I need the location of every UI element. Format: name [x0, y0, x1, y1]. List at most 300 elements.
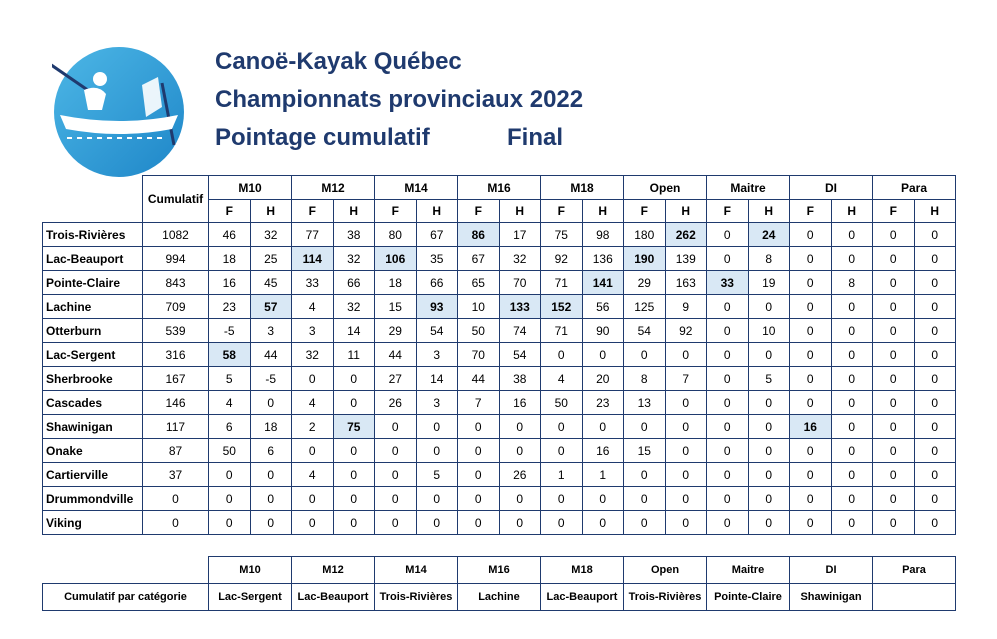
- score-cell: 0: [416, 415, 458, 439]
- club-total: 1082: [143, 223, 209, 247]
- category-winner: [873, 584, 956, 611]
- score-cell: 0: [914, 391, 956, 415]
- score-cell: 0: [873, 295, 915, 319]
- score-cell: 23: [582, 391, 624, 415]
- category-header: M14: [375, 176, 458, 200]
- score-cell: 0: [873, 391, 915, 415]
- summary-category-header: M16: [458, 557, 541, 584]
- score-cell: 0: [458, 463, 500, 487]
- score-cell: 139: [665, 247, 707, 271]
- score-cell: 0: [707, 295, 749, 319]
- score-cell: 71: [541, 271, 583, 295]
- score-cell: 75: [333, 415, 375, 439]
- category-header: Maitre: [707, 176, 790, 200]
- score-cell: 0: [209, 511, 251, 535]
- score-cell: 67: [416, 223, 458, 247]
- score-cell: 0: [790, 319, 832, 343]
- score-cell: 70: [499, 271, 541, 295]
- score-cell: 70: [458, 343, 500, 367]
- score-cell: 25: [250, 247, 292, 271]
- club-name: Lachine: [43, 295, 143, 319]
- score-cell: 0: [333, 487, 375, 511]
- score-cell: 0: [665, 511, 707, 535]
- score-cell: 0: [914, 247, 956, 271]
- score-cell: 0: [665, 439, 707, 463]
- score-cell: 75: [541, 223, 583, 247]
- summary-category-header: M10: [209, 557, 292, 584]
- club-total: 994: [143, 247, 209, 271]
- score-cell: 0: [790, 511, 832, 535]
- category-header: M16: [458, 176, 541, 200]
- score-cell: 0: [914, 415, 956, 439]
- score-cell: 0: [790, 487, 832, 511]
- score-cell: 125: [624, 295, 666, 319]
- score-cell: 0: [831, 295, 873, 319]
- score-cell: 10: [458, 295, 500, 319]
- score-cell: 0: [831, 247, 873, 271]
- score-cell: 27: [375, 367, 417, 391]
- score-cell: 17: [499, 223, 541, 247]
- score-cell: 133: [499, 295, 541, 319]
- gender-header: F: [873, 200, 915, 223]
- score-cell: 18: [250, 415, 292, 439]
- table-row: [43, 487, 956, 511]
- score-cell: 0: [209, 463, 251, 487]
- summary-category-header: DI: [790, 557, 873, 584]
- score-cell: 45: [250, 271, 292, 295]
- score-cell: 0: [624, 463, 666, 487]
- score-cell: 29: [624, 271, 666, 295]
- table-row: [43, 367, 956, 391]
- summary-category-header: Maitre: [707, 557, 790, 584]
- score-cell: 32: [499, 247, 541, 271]
- score-cell: 38: [333, 223, 375, 247]
- club-total: 167: [143, 367, 209, 391]
- score-cell: 0: [333, 439, 375, 463]
- score-cell: 136: [582, 247, 624, 271]
- score-cell: 32: [333, 247, 375, 271]
- score-cell: 16: [499, 391, 541, 415]
- score-cell: 9: [665, 295, 707, 319]
- score-cell: -5: [250, 367, 292, 391]
- score-cell: 0: [831, 415, 873, 439]
- score-cell: 92: [541, 247, 583, 271]
- score-cell: 44: [458, 367, 500, 391]
- score-cell: 0: [292, 511, 334, 535]
- score-cell: 0: [873, 487, 915, 511]
- score-cell: 93: [416, 295, 458, 319]
- score-cell: 0: [707, 319, 749, 343]
- category-winner: Pointe-Claire: [707, 584, 790, 611]
- score-cell: 0: [499, 511, 541, 535]
- score-cell: 26: [499, 463, 541, 487]
- score-cell: 0: [541, 439, 583, 463]
- score-cell: 0: [665, 391, 707, 415]
- score-cell: 90: [582, 319, 624, 343]
- event-title: Championnats provinciaux 2022: [215, 86, 584, 113]
- canoe-kayak-logo: [52, 45, 187, 180]
- summary-category-header: Open: [624, 557, 707, 584]
- score-cell: 32: [333, 295, 375, 319]
- score-cell: 0: [458, 511, 500, 535]
- score-cell: 0: [873, 271, 915, 295]
- score-cell: 0: [375, 511, 417, 535]
- score-cell: 10: [748, 319, 790, 343]
- score-cell: 0: [250, 487, 292, 511]
- score-cell: 0: [541, 487, 583, 511]
- score-cell: 66: [333, 271, 375, 295]
- score-cell: 0: [790, 271, 832, 295]
- score-cell: 0: [541, 511, 583, 535]
- club-total: 0: [143, 487, 209, 511]
- score-cell: 56: [582, 295, 624, 319]
- category-header: Para: [873, 176, 956, 200]
- score-cell: 0: [914, 295, 956, 319]
- club-name: Pointe-Claire: [43, 271, 143, 295]
- gender-header: F: [375, 200, 417, 223]
- score-cell: 0: [707, 367, 749, 391]
- gender-header: F: [209, 200, 251, 223]
- club-total: 146: [143, 391, 209, 415]
- score-cell: 8: [748, 247, 790, 271]
- score-cell: 57: [250, 295, 292, 319]
- category-header: M10: [209, 176, 292, 200]
- score-cell: 0: [873, 511, 915, 535]
- score-cell: 0: [333, 511, 375, 535]
- score-cell: 262: [665, 223, 707, 247]
- score-cell: 0: [831, 463, 873, 487]
- score-cell: 7: [665, 367, 707, 391]
- score-cell: 0: [790, 343, 832, 367]
- score-cell: 13: [624, 391, 666, 415]
- score-cell: 7: [458, 391, 500, 415]
- score-cell: 54: [416, 319, 458, 343]
- score-cell: 19: [748, 271, 790, 295]
- club-total: 316: [143, 343, 209, 367]
- gender-header: H: [499, 200, 541, 223]
- club-name: Cascades: [43, 391, 143, 415]
- score-cell: 3: [416, 391, 458, 415]
- score-cell: 0: [790, 463, 832, 487]
- score-cell: 0: [375, 439, 417, 463]
- gender-header: F: [292, 200, 334, 223]
- score-cell: 66: [416, 271, 458, 295]
- table-row: [43, 271, 956, 295]
- category-winner: Lac-Sergent: [209, 584, 292, 611]
- score-cell: 0: [914, 223, 956, 247]
- gender-header: H: [665, 200, 707, 223]
- score-cell: 0: [665, 343, 707, 367]
- gender-header: F: [790, 200, 832, 223]
- score-cell: 33: [292, 271, 334, 295]
- org-title: Canoë-Kayak Québec: [215, 48, 462, 75]
- score-cell: 0: [873, 319, 915, 343]
- score-cell: 0: [707, 223, 749, 247]
- score-cell: 58: [209, 343, 251, 367]
- club-name: Onake: [43, 439, 143, 463]
- score-cell: 1: [582, 463, 624, 487]
- table-row: [43, 391, 956, 415]
- score-cell: 0: [873, 463, 915, 487]
- score-cell: 0: [790, 439, 832, 463]
- score-cell: 0: [914, 271, 956, 295]
- club-name: Trois-Rivières: [43, 223, 143, 247]
- score-cell: 0: [624, 415, 666, 439]
- score-cell: 114: [292, 247, 334, 271]
- score-cell: 0: [707, 391, 749, 415]
- score-cell: 32: [292, 343, 334, 367]
- gender-header: F: [458, 200, 500, 223]
- table-row: [43, 295, 956, 319]
- score-cell: 0: [914, 463, 956, 487]
- score-cell: 0: [499, 415, 541, 439]
- score-cell: 0: [624, 487, 666, 511]
- gender-header: H: [582, 200, 624, 223]
- score-cell: 0: [914, 439, 956, 463]
- club-name: Shawinigan: [43, 415, 143, 439]
- club-name: Cartierville: [43, 463, 143, 487]
- category-winner: Lachine: [458, 584, 541, 611]
- table-row: [43, 343, 956, 367]
- club-total: 117: [143, 415, 209, 439]
- table-row: [43, 223, 956, 247]
- score-cell: 0: [831, 367, 873, 391]
- score-cell: 0: [914, 511, 956, 535]
- score-cell: 80: [375, 223, 417, 247]
- score-cell: 0: [707, 343, 749, 367]
- score-cell: 44: [250, 343, 292, 367]
- score-cell: 141: [582, 271, 624, 295]
- score-cell: 0: [790, 391, 832, 415]
- score-cell: 0: [873, 415, 915, 439]
- score-cell: 3: [416, 343, 458, 367]
- gender-header: H: [914, 200, 956, 223]
- score-cell: 29: [375, 319, 417, 343]
- club-total: 37: [143, 463, 209, 487]
- score-cell: 26: [375, 391, 417, 415]
- score-cell: 44: [375, 343, 417, 367]
- score-cell: 0: [499, 487, 541, 511]
- score-cell: 0: [873, 367, 915, 391]
- score-cell: 0: [831, 511, 873, 535]
- score-cell: 0: [375, 487, 417, 511]
- score-cell: 0: [333, 367, 375, 391]
- category-winner: Lac-Beauport: [292, 584, 375, 611]
- score-cell: 0: [333, 463, 375, 487]
- score-cell: 0: [748, 415, 790, 439]
- score-cell: 5: [209, 367, 251, 391]
- score-cell: 0: [582, 343, 624, 367]
- score-cell: 0: [790, 247, 832, 271]
- score-cell: 0: [873, 439, 915, 463]
- score-cell: 50: [541, 391, 583, 415]
- gender-header: H: [831, 200, 873, 223]
- score-cell: 0: [375, 415, 417, 439]
- club-name: Drummondville: [43, 487, 143, 511]
- score-cell: 77: [292, 223, 334, 247]
- score-cell: 0: [250, 511, 292, 535]
- score-cell: 16: [582, 439, 624, 463]
- score-cell: 0: [748, 463, 790, 487]
- score-cell: 16: [790, 415, 832, 439]
- score-cell: 0: [541, 415, 583, 439]
- score-cell: 0: [582, 415, 624, 439]
- score-cell: 0: [748, 439, 790, 463]
- score-cell: 24: [748, 223, 790, 247]
- score-cell: 0: [458, 487, 500, 511]
- score-cell: 0: [914, 343, 956, 367]
- summary-category-header: Para: [873, 557, 956, 584]
- score-cell: 0: [707, 487, 749, 511]
- category-summary-table: [42, 556, 956, 611]
- score-cell: 0: [707, 439, 749, 463]
- score-cell: 0: [873, 247, 915, 271]
- score-cell: 15: [624, 439, 666, 463]
- category-winner: Shawinigan: [790, 584, 873, 611]
- score-cell: 33: [707, 271, 749, 295]
- score-cell: 0: [375, 463, 417, 487]
- gender-header: F: [707, 200, 749, 223]
- gender-header: F: [541, 200, 583, 223]
- score-cell: 8: [624, 367, 666, 391]
- score-cell: 0: [416, 439, 458, 463]
- club-name: Otterburn: [43, 319, 143, 343]
- score-cell: 0: [250, 391, 292, 415]
- gender-header: F: [624, 200, 666, 223]
- score-cell: 0: [665, 415, 707, 439]
- score-cell: 6: [250, 439, 292, 463]
- club-total: 843: [143, 271, 209, 295]
- score-cell: 0: [790, 223, 832, 247]
- category-header: M18: [541, 176, 624, 200]
- score-cell: 0: [873, 343, 915, 367]
- score-cell: 0: [624, 343, 666, 367]
- score-cell: 35: [416, 247, 458, 271]
- score-table: [42, 175, 956, 535]
- score-cell: 1: [541, 463, 583, 487]
- score-cell: 54: [624, 319, 666, 343]
- score-cell: 0: [748, 487, 790, 511]
- score-cell: 50: [209, 439, 251, 463]
- score-cell: -5: [209, 319, 251, 343]
- score-cell: 163: [665, 271, 707, 295]
- score-cell: 67: [458, 247, 500, 271]
- score-cell: 0: [748, 295, 790, 319]
- score-cell: 0: [914, 319, 956, 343]
- score-cell: 4: [292, 463, 334, 487]
- score-cell: 0: [209, 487, 251, 511]
- club-total: 0: [143, 511, 209, 535]
- score-cell: 0: [582, 487, 624, 511]
- score-cell: 4: [292, 391, 334, 415]
- score-cell: 0: [665, 487, 707, 511]
- score-cell: 23: [209, 295, 251, 319]
- score-cell: 0: [831, 343, 873, 367]
- gender-header: H: [250, 200, 292, 223]
- table-row: [43, 439, 956, 463]
- score-cell: 71: [541, 319, 583, 343]
- category-header: DI: [790, 176, 873, 200]
- score-cell: 16: [209, 271, 251, 295]
- status-label: Final: [507, 124, 564, 151]
- score-cell: 180: [624, 223, 666, 247]
- score-cell: 8: [831, 271, 873, 295]
- score-cell: 14: [333, 319, 375, 343]
- score-cell: 98: [582, 223, 624, 247]
- score-cell: 0: [748, 391, 790, 415]
- summary-label: Cumulatif par catégorie: [43, 584, 209, 611]
- score-cell: 46: [209, 223, 251, 247]
- score-cell: 0: [582, 511, 624, 535]
- score-cell: 0: [250, 463, 292, 487]
- score-cell: 20: [582, 367, 624, 391]
- score-cell: 65: [458, 271, 500, 295]
- score-cell: 0: [458, 439, 500, 463]
- score-cell: 4: [209, 391, 251, 415]
- score-cell: 0: [333, 391, 375, 415]
- category-winner: Trois-Rivières: [624, 584, 707, 611]
- score-cell: 32: [250, 223, 292, 247]
- score-cell: 0: [790, 367, 832, 391]
- category-header: Open: [624, 176, 707, 200]
- gender-header: H: [748, 200, 790, 223]
- score-cell: 4: [541, 367, 583, 391]
- score-cell: 4: [292, 295, 334, 319]
- club-name: Lac-Beauport: [43, 247, 143, 271]
- score-cell: 3: [292, 319, 334, 343]
- summary-category-header: M12: [292, 557, 375, 584]
- category-winner: Lac-Beauport: [541, 584, 624, 611]
- score-cell: 0: [831, 487, 873, 511]
- score-cell: 92: [665, 319, 707, 343]
- score-cell: 0: [831, 439, 873, 463]
- cumulatif-header: Cumulatif: [143, 176, 209, 223]
- score-cell: 3: [250, 319, 292, 343]
- club-total: 709: [143, 295, 209, 319]
- score-cell: 18: [209, 247, 251, 271]
- score-cell: 0: [624, 511, 666, 535]
- score-cell: 0: [748, 343, 790, 367]
- score-cell: 0: [707, 463, 749, 487]
- score-cell: 0: [914, 487, 956, 511]
- score-cell: 0: [831, 319, 873, 343]
- score-cell: 11: [333, 343, 375, 367]
- gender-header: H: [416, 200, 458, 223]
- score-cell: 0: [831, 391, 873, 415]
- score-cell: 14: [416, 367, 458, 391]
- score-cell: 54: [499, 343, 541, 367]
- score-cell: 0: [458, 415, 500, 439]
- category-header: M12: [292, 176, 375, 200]
- score-cell: 18: [375, 271, 417, 295]
- score-cell: 6: [209, 415, 251, 439]
- table-row: [43, 247, 956, 271]
- score-cell: 106: [375, 247, 417, 271]
- table-row: [43, 319, 956, 343]
- summary-category-header: M14: [375, 557, 458, 584]
- score-cell: 15: [375, 295, 417, 319]
- score-cell: 0: [292, 367, 334, 391]
- score-cell: 0: [914, 367, 956, 391]
- club-name: Lac-Sergent: [43, 343, 143, 367]
- score-cell: 0: [831, 223, 873, 247]
- score-title: [215, 124, 564, 152]
- score-cell: 0: [292, 487, 334, 511]
- table-row: [43, 415, 956, 439]
- club-total: 87: [143, 439, 209, 463]
- score-cell: 0: [748, 511, 790, 535]
- score-cell: 86: [458, 223, 500, 247]
